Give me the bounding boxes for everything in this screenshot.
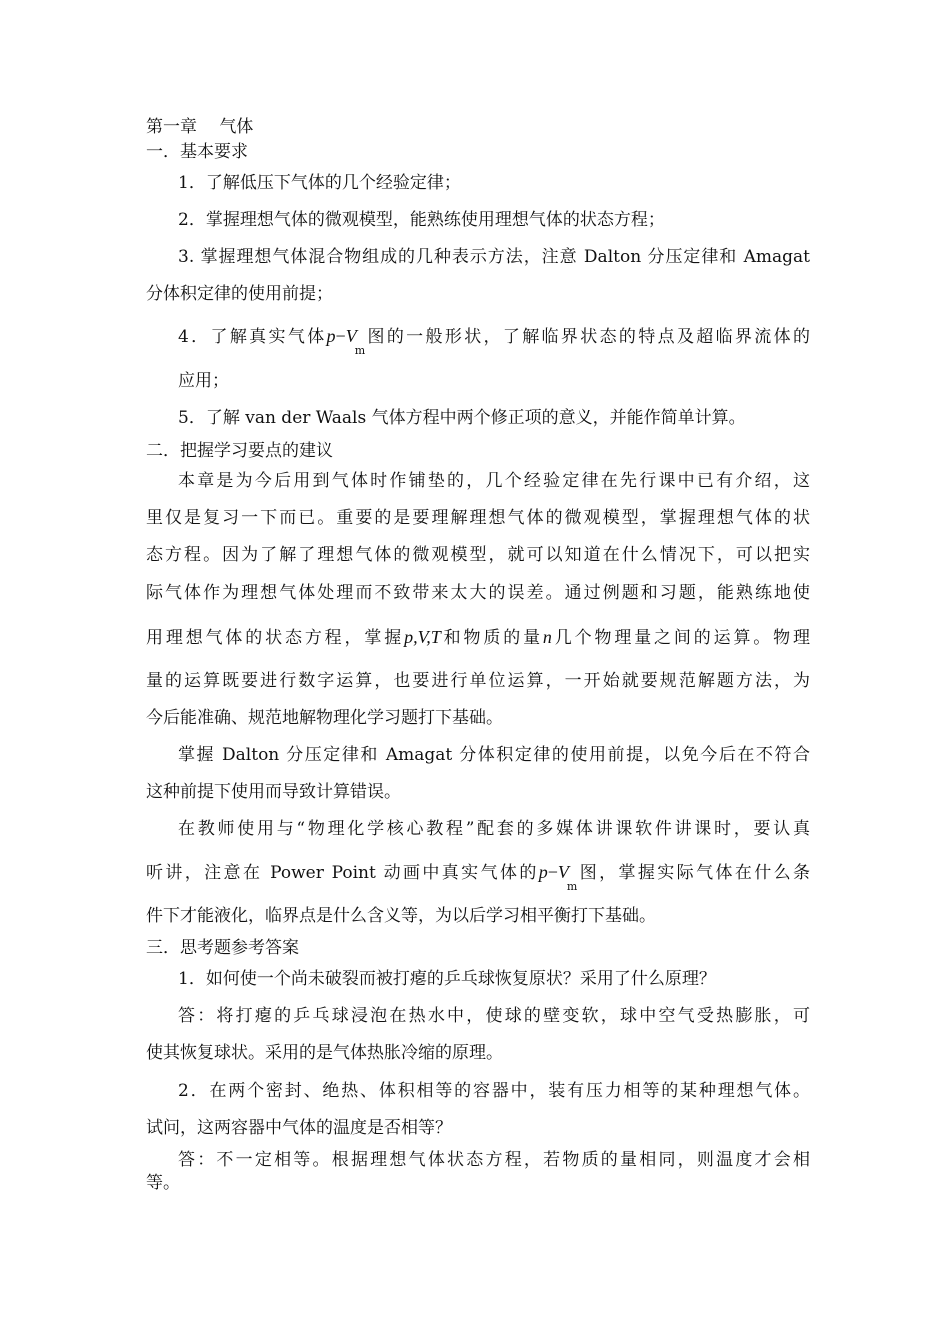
- para-3-line-2-post: 图，掌握实际气体在什么条: [577, 863, 811, 883]
- section-1-heading: 一．基本要求: [146, 142, 248, 162]
- answer-2-line-1: 答：不一定相等。根据理想气体状态方程，若物质的量相同，则温度才会相: [178, 1150, 810, 1170]
- requirement-3-line-1: 3. 掌握理想气体混合物组成的几种表示方法，注意 Dalton 分压定律和 Amagat: [178, 247, 810, 267]
- requirement-4-line-2: 应用；: [178, 371, 229, 391]
- var-n: n: [542, 627, 552, 647]
- para-1-line-5-post: 几个物理量之间的运算。物理: [551, 628, 811, 648]
- para-1-line-5-mid: 和物质的量: [440, 628, 543, 648]
- para-1-line-7: 今后能准确、规范地解物理化学习题打下基础。: [146, 708, 503, 728]
- para-1-line-6: 量的运算既要进行数字运算，也要进行单位运算，一开始就要规范解题方法，为: [146, 671, 810, 691]
- para-1-line-4: 际气体作为理想气体处理而不致带来太大的误差。通过例题和习题，能熟练地使: [146, 583, 810, 603]
- requirement-3-line-2: 分体积定律的使用前提；: [146, 284, 333, 304]
- subscript-m-2: m: [566, 880, 578, 893]
- para-2-line-2: 这种前提下使用而导致计算错误。: [146, 782, 401, 802]
- para-2-line-1: 掌握 Dalton 分压定律和 Amagat 分体积定律的使用前提，以免今后在不符合: [178, 745, 810, 765]
- var-p: p: [326, 326, 336, 346]
- question-2-line-2: 试问，这两容器中气体的温度是否相等？: [146, 1118, 452, 1138]
- para-3-line-1: 在教师使用与“物理化学核心教程”配套的多媒体讲课软件讲课时，要认真: [178, 819, 810, 839]
- para-3-line-3: 件下才能液化，临界点是什么含义等，为以后学习相平衡打下基础。: [146, 906, 656, 926]
- requirement-4-text-post: 图的一般形状，了解临界状态的特点及超临界流体的: [365, 327, 810, 347]
- para-1-line-1: 本章是为今后用到气体时作铺垫的，几个经验定律在先行课中已有介绍，这: [178, 471, 810, 491]
- para-3-line-2: [146, 861, 811, 893]
- para-1-line-5-pre: 用理想气体的状态方程，掌握: [146, 628, 405, 648]
- para-1-line-3: 态方程。因为了解了理想气体的微观模型，就可以知道在什么情况下，可以把实: [146, 545, 810, 565]
- question-1: 1．如何使一个尚未破裂而被打瘪的乒乓球恢复原状？采用了什么原理？: [178, 969, 716, 989]
- subscript-m: m: [354, 344, 366, 357]
- question-2-line-1: 2．在两个密封、绝热、体积相等的容器中，装有压力相等的某种理想气体。: [178, 1081, 810, 1101]
- para-3-line-2-pre: 听讲，注意在 Power Point 动画中真实气体的: [146, 863, 539, 883]
- section-2-heading: 二．把握学习要点的建议: [146, 441, 333, 461]
- requirement-2: 2．掌握理想气体的微观模型，能熟练使用理想气体的状态方程；: [178, 210, 665, 230]
- requirement-4-text-pre: 4．了解真实气体: [178, 327, 327, 347]
- section-3-heading: 三．思考题参考答案: [146, 938, 299, 958]
- para-1-line-5: [146, 626, 810, 649]
- answer-2-line-2: 等。: [146, 1173, 180, 1193]
- minus-sign-2: −: [547, 862, 558, 882]
- requirement-5: 5．了解 van der Waals 气体方程中两个修正项的意义，并能作简单计算。: [178, 408, 746, 428]
- var-pVT: p,V,T: [404, 627, 441, 647]
- para-1-line-2: 里仅是复习一下而已。重要的是要理解理想气体的微观模型，掌握理想气体的状: [146, 508, 810, 528]
- answer-1-line-1: 答：将打瘪的乒乓球浸泡在热水中，使球的壁变软，球中空气受热膨胀，可: [178, 1006, 810, 1026]
- minus-sign: −: [335, 326, 346, 346]
- requirement-1: 1．了解低压下气体的几个经验定律；: [178, 173, 461, 193]
- var-V: V: [345, 326, 357, 346]
- var-p-2: p: [538, 862, 548, 882]
- answer-1-line-2: 使其恢复球状。采用的是气体热胀冷缩的原理。: [146, 1043, 503, 1063]
- requirement-4-line-1: [178, 325, 810, 357]
- var-V-2: V: [557, 862, 569, 882]
- chapter-title: 第一章 气体: [146, 117, 254, 137]
